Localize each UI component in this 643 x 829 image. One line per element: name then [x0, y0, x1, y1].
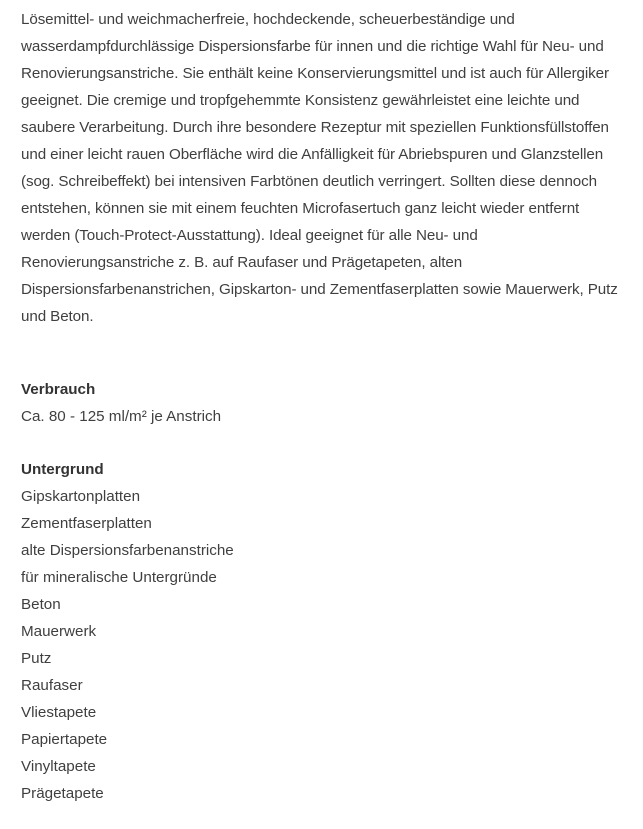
list-item: Beton: [21, 596, 61, 613]
list-item: Vliestapete: [21, 704, 97, 721]
untergrund-section: [21, 456, 621, 807]
product-description: Lösemittel- und weichmacherfreie, hochdeckende, scheuerbeständige und wasserdampfdurchlässige Dispersionsfarbe für innen und die richtige Wahl für Neu- und Renovierungsanstriche. Sie enthält keine Konservierungsmittel und ist auch für Allergiker geeignet. Die cremige und tropfgehemmte Konsistenz gewährleistet eine leichte und saubere Verarbeitung. Durch ihre besondere Rezeptur mit speziellen Funktionsfüllstoffen und einer leicht rauen Oberfläche wird die Anfälligkeit für Abriebspuren und Glanzstellen (sog. Schreibeffekt) bei intensiven Farbtönen deutlich verringert. Sollten diese dennoch entstehen, können sie mit einem feuchten Microfasertuch ganz leicht wieder entfernt werden (Touch-Protect-Ausstattung). Ideal geeignet für alle Neu- und Renovierungsanstriche z. B. auf Raufaser und Prägetapeten, alten Dispersionsfarbenanstrichen, Gipskarton- und Zementfaserplatten sowie Mauerwerk, Putz und Beton.: [21, 11, 618, 325]
list-item: Zementfaserplatten: [21, 515, 152, 532]
untergrund-list: [21, 483, 621, 807]
list-item: Putz: [21, 650, 52, 667]
untergrund-heading: Untergrund: [21, 461, 104, 478]
list-item: Papiertapete: [21, 731, 108, 748]
list-item: Mauerwerk: [21, 623, 97, 640]
verbrauch-heading: Verbrauch: [21, 381, 96, 398]
list-item: Vinyltapete: [21, 758, 96, 775]
list-item: Gipskartonplatten: [21, 488, 141, 505]
verbrauch-section: [21, 376, 621, 430]
list-item: alte Dispersionsfarbenanstriche: [21, 542, 234, 559]
list-item: Prägetapete: [21, 785, 104, 802]
verbrauch-value: Ca. 80 - 125 ml/m² je Anstrich: [21, 408, 222, 425]
list-item: für mineralische Untergründe: [21, 569, 217, 586]
list-item: Raufaser: [21, 677, 83, 694]
